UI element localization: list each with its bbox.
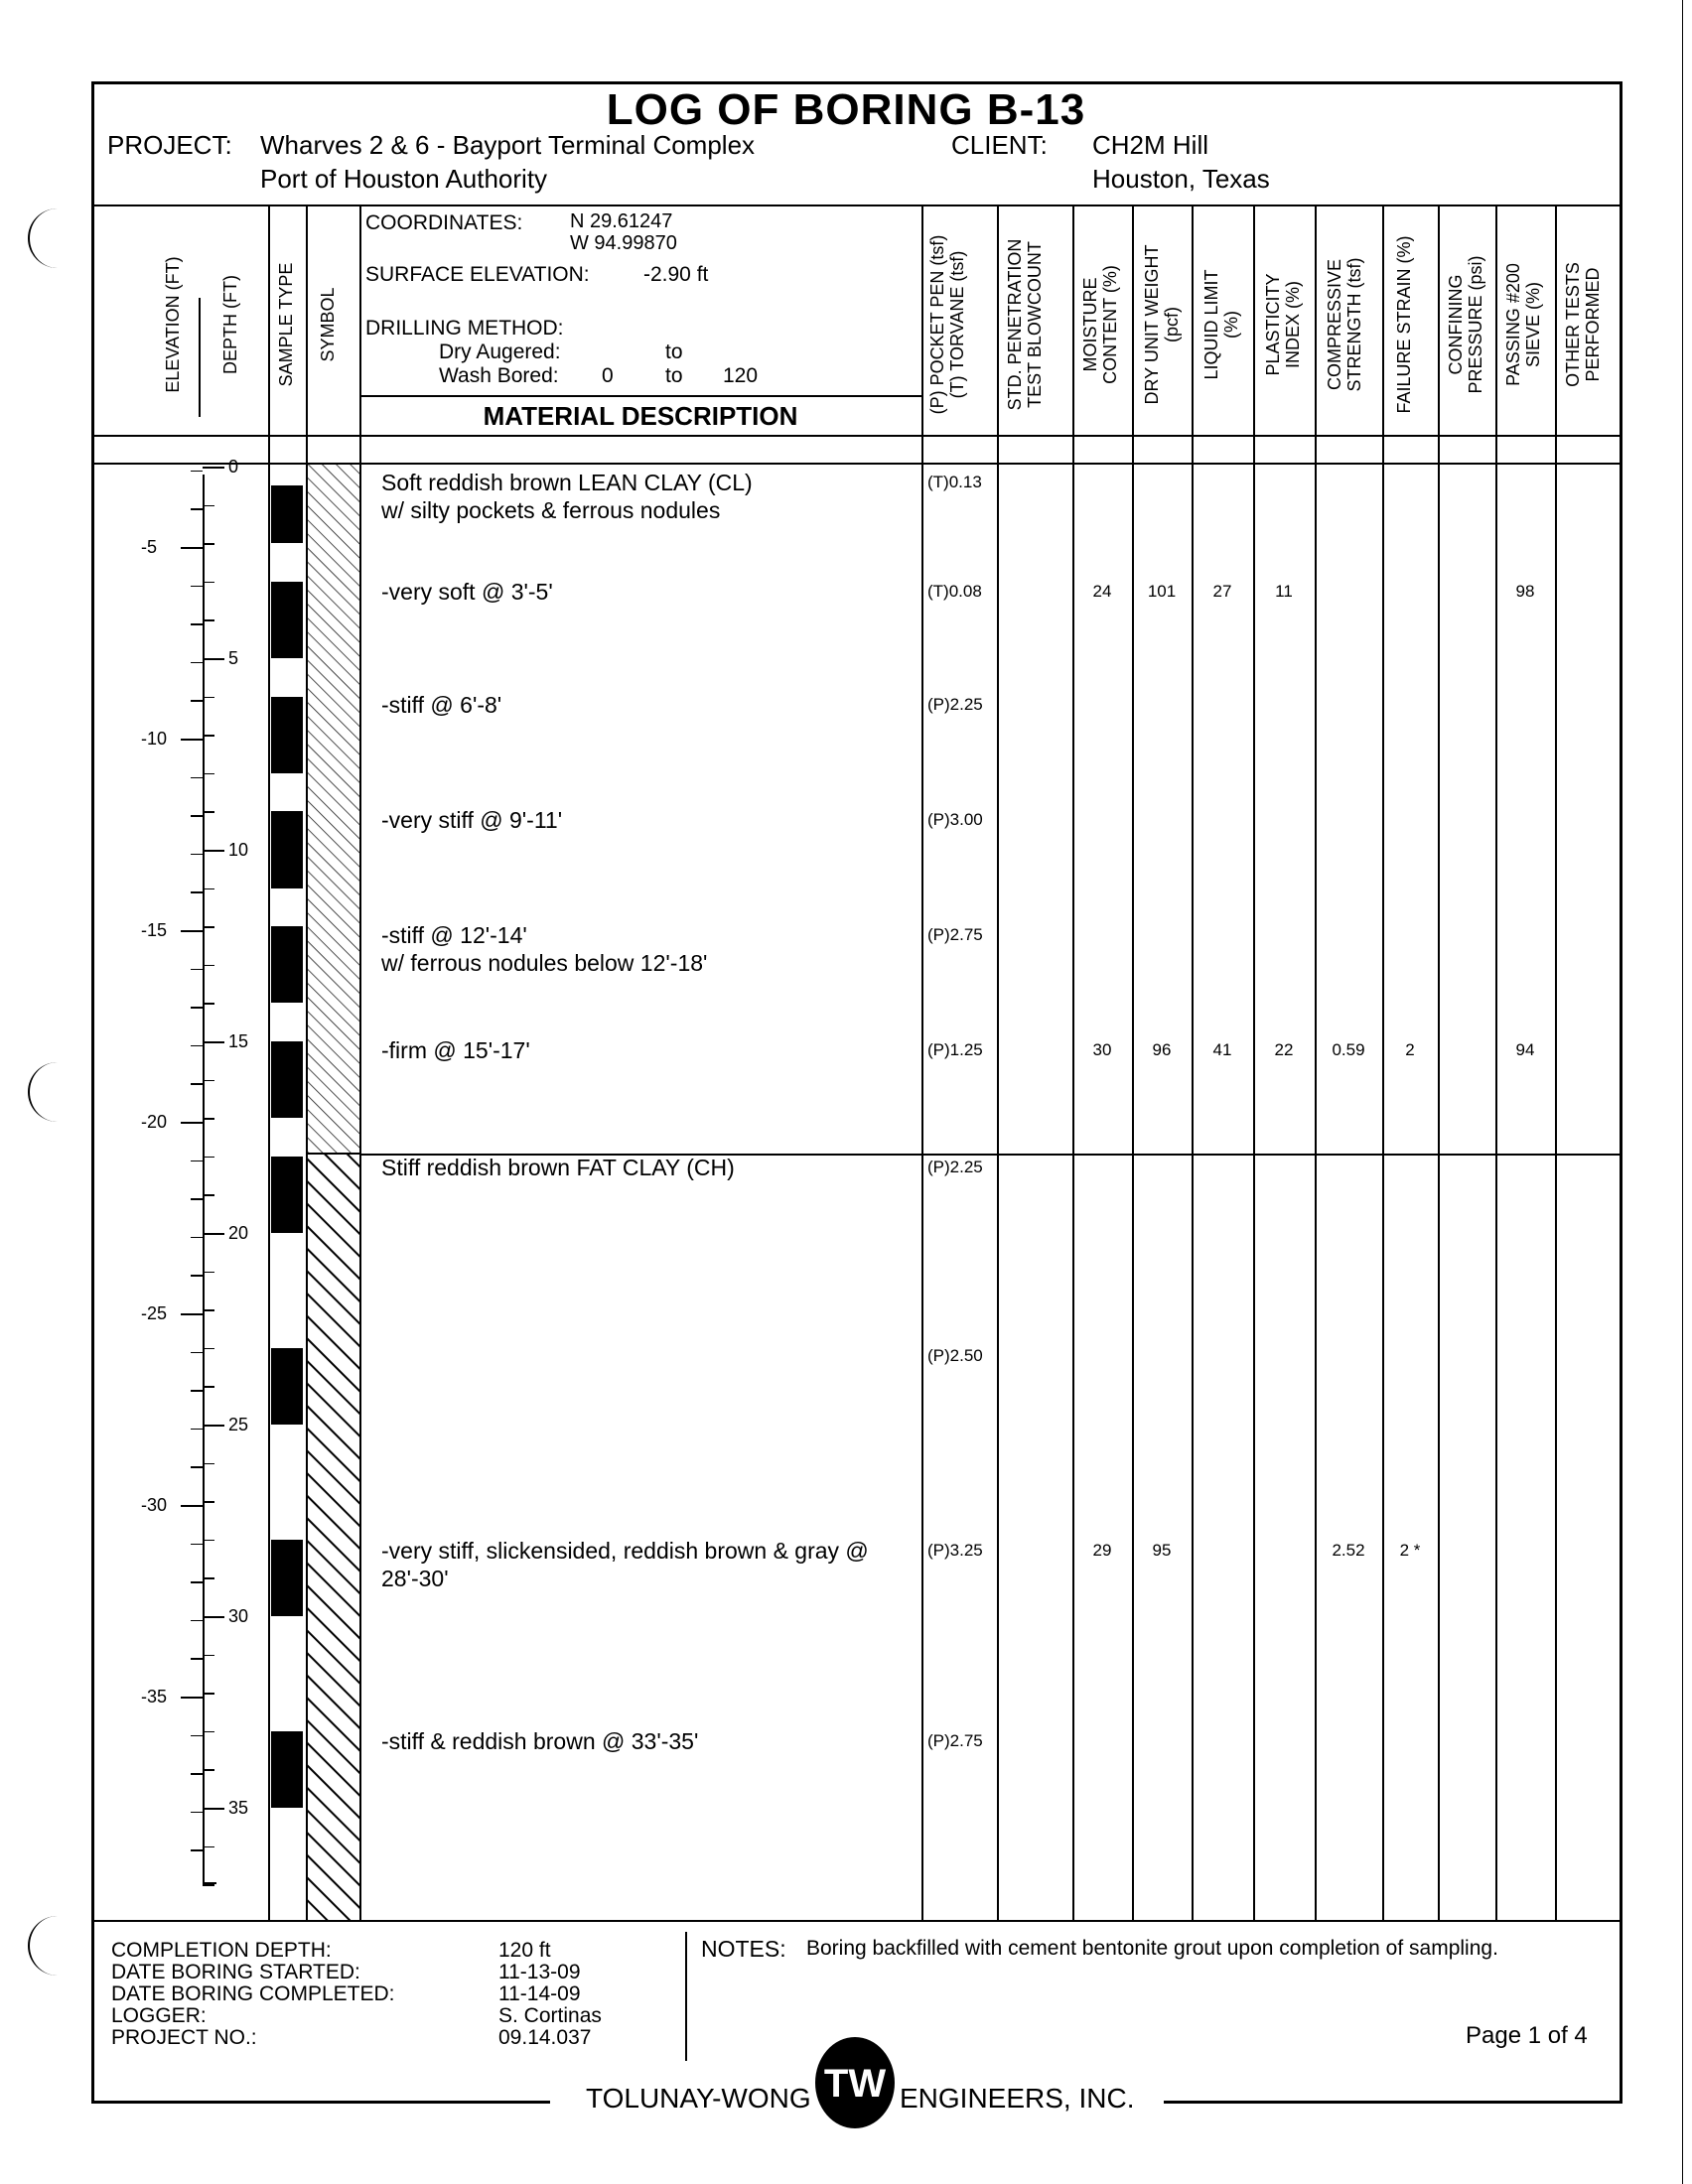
coordinates-label: COORDINATES: <box>365 211 523 234</box>
sample-block <box>271 1731 303 1808</box>
depth-tick <box>203 1616 224 1618</box>
client-line2: Houston, Texas <box>1092 164 1270 194</box>
ll-value: 41 <box>1212 1040 1232 1059</box>
fs-value: 2 <box>1405 1040 1415 1059</box>
col-rule <box>997 205 999 1922</box>
depth-tick <box>203 965 214 967</box>
project-label: PROJECT: <box>107 130 232 160</box>
cs-value: 2.52 <box>1332 1541 1365 1560</box>
col-rule <box>1495 205 1497 1922</box>
depth-tick <box>203 1157 214 1159</box>
depth-tick <box>203 1655 214 1657</box>
depth-tick <box>203 888 214 890</box>
other-tests-header: OTHER TESTS PERFORMED <box>1563 262 1603 387</box>
notes-label: NOTES: <box>701 1936 786 1962</box>
depth-tick <box>203 1080 214 1082</box>
footer-divider <box>685 1932 687 2061</box>
page-number: Page 1 of 4 <box>1466 2022 1588 2049</box>
coord-w: W 94.99870 <box>570 232 677 254</box>
pocket-pen-value: (P)2.75 <box>927 1731 983 1750</box>
elevation-tick <box>191 1007 203 1009</box>
elevation-tick <box>191 1773 203 1775</box>
depth-label: 30 <box>228 1606 249 1626</box>
elev-depth-divider <box>199 298 201 417</box>
material-description-line: 28'-30' <box>381 1566 449 1591</box>
completed-label: DATE BORING COMPLETED: <box>111 1982 395 2005</box>
wash-bored-to-word: to <box>665 364 683 387</box>
elevation-tick <box>191 1275 203 1277</box>
col-rule <box>268 205 270 1922</box>
col-rule <box>1315 205 1317 1922</box>
depth-tick <box>203 1769 214 1771</box>
elevation-tick <box>191 662 203 664</box>
depth-tick <box>203 926 214 928</box>
footer-top-rule <box>91 1920 1622 1922</box>
col-rule <box>921 205 923 1922</box>
project-line1: Wharves 2 & 6 - Bayport Terminal Complex <box>260 130 756 160</box>
elevation-tick <box>191 1735 203 1737</box>
elevation-tick <box>191 623 203 625</box>
compressive-header: COMPRESSIVE STRENGTH (tsf) <box>1325 257 1364 392</box>
depth-tick <box>203 582 214 584</box>
sample-type-header: SAMPLE TYPE <box>276 262 296 387</box>
depth-tick <box>203 467 224 469</box>
elevation-label: -35 <box>141 1687 168 1707</box>
depth-tick <box>203 1272 214 1274</box>
depth-label: 10 <box>228 840 249 860</box>
dry-augered-label: Dry Augered: <box>439 341 561 363</box>
material-rule <box>359 395 921 397</box>
depth-tick <box>203 1808 224 1810</box>
elevation-tick <box>191 815 203 817</box>
binder-hole <box>28 1916 70 1976</box>
surface-label: SURFACE ELEVATION: <box>365 263 590 286</box>
confining-header: CONFINING PRESSURE (psi) <box>1446 255 1485 394</box>
elevation-tick <box>191 891 203 893</box>
wash-bored-from: 0 <box>602 364 614 387</box>
started-label: DATE BORING STARTED: <box>111 1961 360 1983</box>
depth-tick <box>203 1425 224 1427</box>
elevation-tick <box>191 586 203 588</box>
elevation-tick <box>191 969 203 971</box>
p200-value: 98 <box>1515 582 1535 601</box>
pocket-pen-header: (P) POCKET PEN (tsf) (T) TORVANE (tsf) <box>927 234 967 415</box>
started-date: 11-13-09 <box>498 1961 581 1983</box>
col-rule <box>1132 205 1134 1922</box>
sample-block <box>271 811 303 887</box>
pocket-pen-value: (P)2.25 <box>927 1158 983 1176</box>
material-description-line: -very soft @ 3'-5' <box>381 579 553 605</box>
elevation-tick <box>191 1045 203 1047</box>
depth-tick <box>203 1348 214 1350</box>
pocket-pen-value: (P)1.25 <box>927 1040 983 1059</box>
elevation-label: -25 <box>141 1303 168 1324</box>
material-description-header: MATERIAL DESCRIPTION <box>483 401 798 431</box>
sample-block <box>271 1157 303 1233</box>
depth-label: 35 <box>228 1798 249 1818</box>
elevation-tick <box>191 1429 203 1431</box>
material-description-line: -very stiff @ 9'-11' <box>381 807 563 833</box>
dw-value: 101 <box>1147 582 1177 601</box>
svg-text:TW: TW <box>823 2062 887 2106</box>
col-rule <box>1253 205 1255 1922</box>
client-label: CLIENT: <box>951 130 1048 160</box>
material-description-line: w/ ferrous nodules below 12'-18' <box>381 950 708 976</box>
depth-tick <box>203 811 214 813</box>
depth-tick <box>203 1501 214 1503</box>
depth-tick <box>203 1233 224 1235</box>
pocket-pen-value: (T)0.13 <box>927 473 982 491</box>
project-no: 09.14.037 <box>498 2026 592 2049</box>
material-description-line: Soft reddish brown LEAN CLAY (CL) <box>381 470 753 495</box>
elevation-tick <box>181 547 203 549</box>
depth-label: 20 <box>228 1223 249 1243</box>
depth-tick <box>203 697 214 699</box>
elevation-tick <box>181 739 203 741</box>
project-no-label: PROJECT NO.: <box>111 2026 257 2049</box>
fat-clay-symbol <box>308 1154 359 1922</box>
material-description-line: -stiff @ 12'-14' <box>381 922 527 948</box>
elevation-tick <box>191 1237 203 1239</box>
pocket-pen-value: (P)2.25 <box>927 695 983 714</box>
depth-header: DEPTH (FT) <box>220 275 240 374</box>
depth-tick <box>203 1693 214 1695</box>
liquid-limit-header: LIQUID LIMIT (%) <box>1201 269 1241 380</box>
logger-label: LOGGER: <box>111 2004 207 2027</box>
completed-date: 11-14-09 <box>498 1982 581 2005</box>
sample-block <box>271 697 303 773</box>
mc-value: 24 <box>1092 582 1112 601</box>
depth-tick <box>203 1540 214 1542</box>
footer-bottom-rule-left <box>91 2101 550 2104</box>
notes-text: Boring backfilled with cement bentonite grout upon completion of sampling. <box>806 1937 1498 1960</box>
elevation-tick <box>181 1697 203 1699</box>
material-description-line: Stiff reddish brown FAT CLAY (CH) <box>381 1155 735 1180</box>
company-left: TOLUNAY-WONG <box>586 2083 811 2114</box>
material-description-line: -very stiff, slickensided, reddish brown & gray @ <box>381 1538 869 1564</box>
dw-value: 96 <box>1152 1040 1172 1059</box>
company-logo <box>812 2033 898 2132</box>
elevation-tick <box>191 854 203 856</box>
elevation-label: -30 <box>141 1495 168 1516</box>
depth-label: 5 <box>228 648 239 668</box>
pocket-pen-value: (P)3.25 <box>927 1541 983 1560</box>
binder-hole <box>28 1062 70 1122</box>
depth-axis-line <box>203 475 205 1884</box>
elevation-tick <box>181 930 203 932</box>
col-rule <box>1072 205 1074 1922</box>
page-edge-line <box>1682 0 1683 2184</box>
elevation-tick <box>191 1544 203 1546</box>
sample-block <box>271 926 303 1003</box>
elevation-tick <box>191 1466 203 1468</box>
material-description-line: -stiff @ 6'-8' <box>381 692 502 718</box>
dry-augered-to-word: to <box>665 341 683 363</box>
elevation-tick <box>191 1581 203 1583</box>
depth-tick <box>203 658 224 660</box>
elevation-tick <box>191 1160 203 1162</box>
depth-label: 0 <box>228 457 239 477</box>
p200-value: 94 <box>1515 1040 1535 1059</box>
elevation-tick <box>191 777 203 779</box>
sample-block <box>271 1540 303 1616</box>
wash-bored-label: Wash Bored: <box>439 364 559 387</box>
sample-block <box>271 485 303 543</box>
cs-value: 0.59 <box>1332 1040 1365 1059</box>
pocket-pen-value: (T)0.08 <box>927 582 982 601</box>
mc-value: 30 <box>1092 1040 1112 1059</box>
passing-header: PASSING #200 SIEVE (%) <box>1503 263 1543 386</box>
footer-bottom-rule-right <box>1164 2101 1622 2104</box>
completion-depth-label: COMPLETION DEPTH: <box>111 1939 332 1962</box>
depth-tick <box>203 543 214 545</box>
wash-bored-to: 120 <box>723 364 759 387</box>
depth-tick <box>203 1577 214 1579</box>
elevation-tick <box>191 1198 203 1200</box>
depth-tick <box>203 1731 214 1733</box>
elevation-label: -5 <box>141 537 158 558</box>
binder-hole <box>28 208 70 268</box>
pocket-pen-value: (P)2.50 <box>927 1346 983 1365</box>
elevation-tick <box>191 1352 203 1354</box>
plasticity-header: PLASTICITY INDEX (%) <box>1263 273 1303 376</box>
dw-value: 95 <box>1152 1541 1172 1560</box>
elevation-header: ELEVATION (FT) <box>163 256 183 393</box>
pi-value: 11 <box>1275 582 1293 601</box>
depth-tick <box>203 1118 214 1120</box>
col-rule <box>1192 205 1194 1922</box>
elevation-label: -15 <box>141 920 168 941</box>
symbol-header: SYMBOL <box>318 287 338 362</box>
moisture-header: MOISTURE CONTENT (%) <box>1080 265 1120 384</box>
header-bottom-rule <box>91 435 1622 437</box>
depth-tick <box>203 1884 214 1886</box>
depth-tick <box>203 1463 214 1465</box>
depth-tick <box>203 1386 214 1388</box>
failure-strain-header: FAILURE STRAIN (%) <box>1394 235 1414 414</box>
completion-depth: 120 ft <box>498 1939 551 1962</box>
elevation-tick <box>191 1620 203 1622</box>
soil-symbol-column <box>308 465 359 1922</box>
material-description-line: w/ silty pockets & ferrous nodules <box>381 497 721 523</box>
ll-value: 27 <box>1212 582 1232 601</box>
elevation-tick <box>191 471 203 473</box>
pocket-pen-value: (P)2.75 <box>927 925 983 944</box>
depth-label: 25 <box>228 1415 249 1434</box>
elevation-tick <box>181 1505 203 1507</box>
material-description-line: -firm @ 15'-17' <box>381 1037 530 1063</box>
elevation-tick <box>191 1083 203 1085</box>
dry-unit-weight-header: DRY UNIT WEIGHT (pcf) <box>1142 244 1182 405</box>
depth-tick <box>203 1041 224 1043</box>
elevation-tick <box>181 1122 203 1124</box>
page-title: LOG OF BORING B-13 <box>606 85 1086 134</box>
depth-tick <box>203 1309 214 1311</box>
depth-tick <box>203 850 224 852</box>
surface-value: -2.90 ft <box>643 263 709 286</box>
col-rule <box>1438 205 1440 1922</box>
elevation-tick <box>191 1812 203 1814</box>
pi-value: 22 <box>1274 1040 1294 1059</box>
elevation-tick <box>181 1313 203 1315</box>
elevation-tick <box>191 1390 203 1392</box>
client-line1: CH2M Hill <box>1092 130 1208 160</box>
depth-tick <box>203 505 214 507</box>
depth-tick <box>203 1003 214 1005</box>
elevation-tick <box>191 508 203 510</box>
depth-tick <box>203 1846 214 1848</box>
depth-tick <box>203 735 214 737</box>
sample-block <box>271 1041 303 1118</box>
sample-block <box>271 582 303 658</box>
col-rule <box>1382 205 1384 1922</box>
col-rule <box>359 205 361 1922</box>
depth-tick <box>203 1194 214 1196</box>
fs-value: 2 * <box>1399 1541 1421 1560</box>
header-top-rule <box>91 205 1622 206</box>
depth-label: 15 <box>228 1031 249 1051</box>
depth-tick <box>203 773 214 775</box>
elevation-tick <box>191 1658 203 1660</box>
elevation-tick <box>191 1849 203 1851</box>
material-description-line: -stiff & reddish brown @ 33'-35' <box>381 1728 699 1754</box>
mc-value: 29 <box>1092 1541 1112 1560</box>
sample-block <box>271 1348 303 1425</box>
elevation-tick <box>191 700 203 702</box>
project-line2: Port of Houston Authority <box>260 164 548 194</box>
coord-n: N 29.61247 <box>570 210 673 232</box>
elevation-label: -10 <box>141 729 168 750</box>
lean-clay-symbol <box>308 465 359 1154</box>
spt-header: STD. PENETRATION TEST BLOWCOUNT <box>1005 238 1045 411</box>
pocket-pen-value: (P)3.00 <box>927 810 983 829</box>
col-rule <box>1555 205 1557 1922</box>
elevation-label: -20 <box>141 1112 168 1133</box>
company-right: ENGINEERS, INC. <box>900 2083 1135 2114</box>
logger-name: S. Cortinas <box>498 2004 602 2027</box>
drilling-label: DRILLING METHOD: <box>365 317 564 340</box>
depth-tick <box>203 619 214 621</box>
